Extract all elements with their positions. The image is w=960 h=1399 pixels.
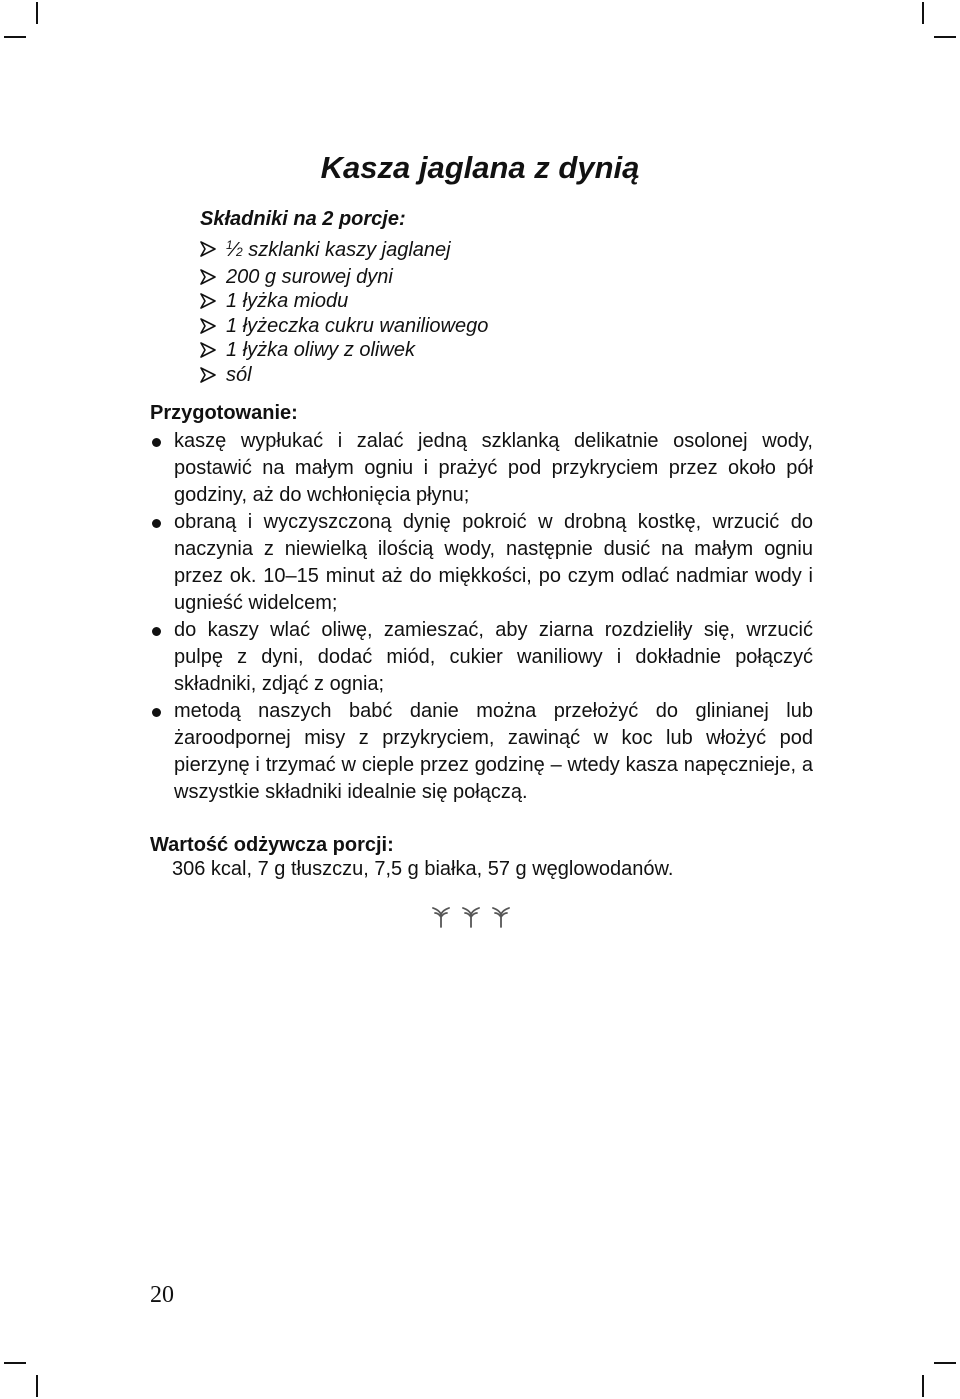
- bullet-dot-icon: [152, 708, 161, 717]
- ingredient-text: 1 łyżeczka cukru waniliowego: [226, 314, 489, 337]
- crop-mark-top-right-vertical: [922, 2, 924, 24]
- recipe-title: Kasza jaglana z dynią: [320, 150, 640, 185]
- page-number: 20: [150, 1282, 174, 1308]
- arrow-bullet-icon: [200, 367, 226, 383]
- ingredient-item: [200, 265, 488, 290]
- preparation-step: [150, 617, 813, 698]
- crop-mark-top-left-vertical: [36, 2, 38, 24]
- ornament-sprig-icon: [462, 906, 480, 928]
- ingredients-list: [200, 233, 488, 387]
- crop-mark-top-right-horizontal: [934, 36, 956, 38]
- ingredient-item: [200, 289, 488, 314]
- arrow-bullet-icon: [200, 241, 226, 257]
- arrow-bullet-icon: [200, 342, 226, 358]
- preparation-step: [150, 698, 813, 806]
- arrow-bullet-icon: [200, 293, 226, 309]
- step-text: do kaszy wlać oliwę, zamieszać, aby ziarna rozdzieliły się, wrzucić pulpę z dyni, dodać miód, cukier waniliowy i dokładnie połączyć składniki, zdjąć z ognia;: [174, 619, 813, 695]
- preparation-heading: Przygotowanie:: [150, 402, 298, 424]
- ingredient-text: 200 g surowej dyni: [226, 265, 393, 288]
- arrow-bullet-icon: [200, 269, 226, 285]
- arrow-bullet-icon: [200, 318, 226, 334]
- ornament: [432, 906, 510, 928]
- ornament-sprig-icon: [492, 906, 510, 928]
- bullet-dot-icon: [152, 627, 161, 636]
- ingredient-item: [200, 363, 488, 388]
- crop-mark-bottom-right-vertical: [922, 1375, 924, 1397]
- ingredient-item: [200, 233, 488, 265]
- bullet-dot-icon: [152, 438, 161, 447]
- preparation-step: [150, 428, 813, 509]
- crop-mark-bottom-left-vertical: [36, 1375, 38, 1397]
- step-text: obraną i wyczyszczoną dynię pokroić w drobną kostkę, wrzucić do naczynia z niewielką ilością wody, następnie dusić na małym ogniu przez ok. 10–15 minut aż do miękkości, po czym odlać nadmiar wody i ugnieść widelcem;: [174, 511, 813, 614]
- crop-mark-bottom-left-horizontal: [4, 1362, 26, 1364]
- ingredient-text: 1 łyżka miodu: [226, 290, 349, 312]
- ingredient-item: [200, 338, 488, 363]
- step-text: metodą naszych babć danie można przełożyć do glinianej lub żaroodpornej misy z przykryciem, zawinąć w koc lub włożyć pod pierzynę i trzymać w cieple przez godzinę – wtedy kasza napęcznieje, a wszystkie składniki idealnie się połączą.: [174, 700, 813, 803]
- ingredient-text: 1 łyżka oliwy z oliwek: [226, 339, 415, 361]
- nutrition-values: 306 kcal, 7 g tłuszczu, 7,5 g białka, 57 g węglowodanów.: [172, 858, 674, 880]
- ingredient-item: [200, 314, 488, 339]
- preparation-steps: [150, 428, 813, 806]
- crop-mark-top-left-horizontal: [4, 36, 26, 38]
- step-text: kaszę wypłukać i zalać jedną szklanką delikatnie osolonej wody, postawić na małym ogniu i prażyć pod przykryciem przez około pół godziny, aż do wchłonięcia płynu;: [174, 430, 813, 506]
- crop-mark-bottom-right-horizontal: [934, 1362, 956, 1364]
- ingredient-text: sól: [226, 363, 252, 386]
- preparation-step: [150, 509, 813, 617]
- bullet-dot-icon: [152, 519, 161, 528]
- ornament-sprig-icon: [432, 906, 450, 928]
- ingredients-heading: Składniki na 2 porcje:: [200, 208, 406, 230]
- ingredient-text: $^1$⁄2 szklanki kaszy jaglanej: [226, 238, 451, 261]
- nutrition-heading: Wartość odżywcza porcji:: [150, 834, 394, 856]
